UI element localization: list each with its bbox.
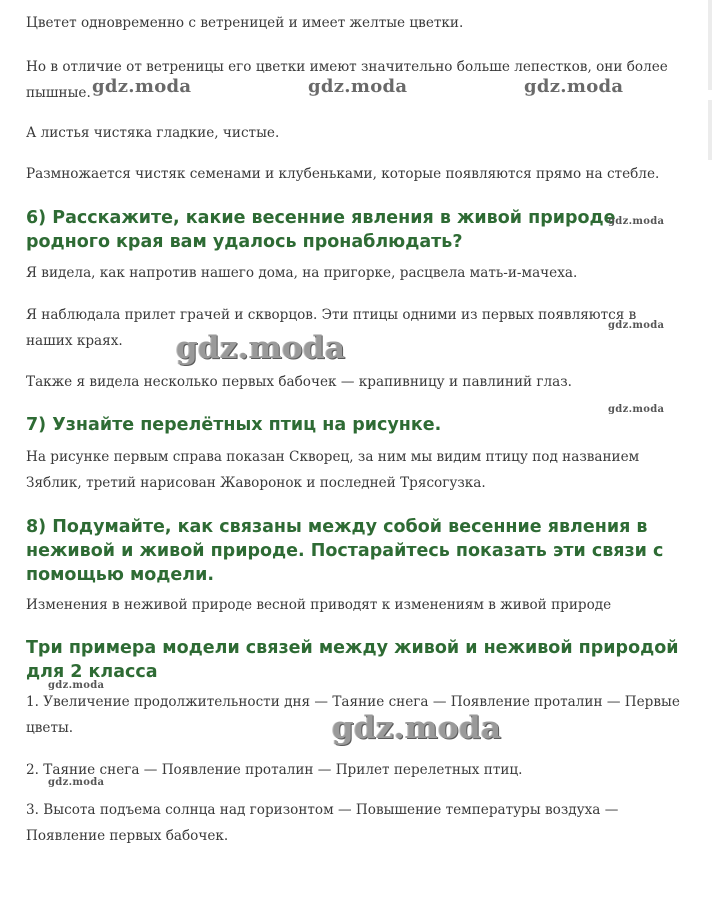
paragraph: Размножается чистяк семенами и клубеньками, которые появляются прямо на стебле. xyxy=(26,166,660,182)
watermark: gdz.moda xyxy=(608,320,665,331)
watermark: gdz.moda xyxy=(608,216,665,227)
right-edge-bar xyxy=(708,100,712,160)
question-7-heading: 7) Узнайте перелётных птиц на рисунке. xyxy=(26,415,442,435)
paragraph: Я наблюдала прилет грачей и скворцов. Эти птицы одними из первых появляются в наших краях. xyxy=(26,307,637,349)
watermark: gdz.moda xyxy=(308,76,408,97)
watermark: gdz.moda xyxy=(332,710,502,746)
list-item: 2. Таяние снега — Появление проталин — Прилет перелетных птиц. xyxy=(26,762,523,778)
watermark: gdz.moda xyxy=(608,404,665,415)
list-item: 1. Увеличение продолжительности дня — Таяние снега — Появление проталин — Первые цветы. xyxy=(26,694,680,736)
paragraph: Но в отличие от ветреницы его цветки имеют значительно больше лепестков, они более пышные. xyxy=(26,59,668,101)
paragraph: На рисунке первым справа показан Скворец, за ним мы видим птицу под названием Зяблик, третий нарисован Жаворонок и последней Трясогузка. xyxy=(26,449,640,491)
list-item: 3. Высота подъема солнца над горизонтом — Повышение температуры воздуха — Появление первых бабочек. xyxy=(26,802,619,844)
paragraph: Также я видела несколько первых бабочек — крапивницу и павлиний глаз. xyxy=(26,374,573,390)
paragraph: Я видела, как напротив нашего дома, на пригорке, расцвела мать-и-мачеха. xyxy=(26,265,578,281)
paragraph: А листья чистяка гладкие, чистые. xyxy=(26,125,280,141)
watermark: gdz.moda xyxy=(176,330,346,366)
paragraph: Цветет одновременно с ветреницей и имеет желтые цветки. xyxy=(26,15,464,31)
watermark: gdz.moda xyxy=(92,76,192,97)
watermark: gdz.moda xyxy=(48,777,105,788)
question-6-heading: 6) Расскажите, какие весенние явления в живой природе родного края вам удалось пронаблюдать? xyxy=(26,208,616,252)
watermark: gdz.moda xyxy=(524,76,624,97)
right-edge-bar xyxy=(708,0,712,90)
watermark: gdz.moda xyxy=(48,680,105,691)
paragraph: Изменения в неживой природе весной приводят к изменениям в живой природе xyxy=(26,597,612,613)
examples-heading: Три примера модели связей между живой и неживой природой для 2 класса xyxy=(26,638,679,682)
question-8-heading: 8) Подумайте, как связаны между собой весенние явления в неживой и живой природе. Постарайтесь показать эти связи с помощью модели. xyxy=(26,517,664,585)
